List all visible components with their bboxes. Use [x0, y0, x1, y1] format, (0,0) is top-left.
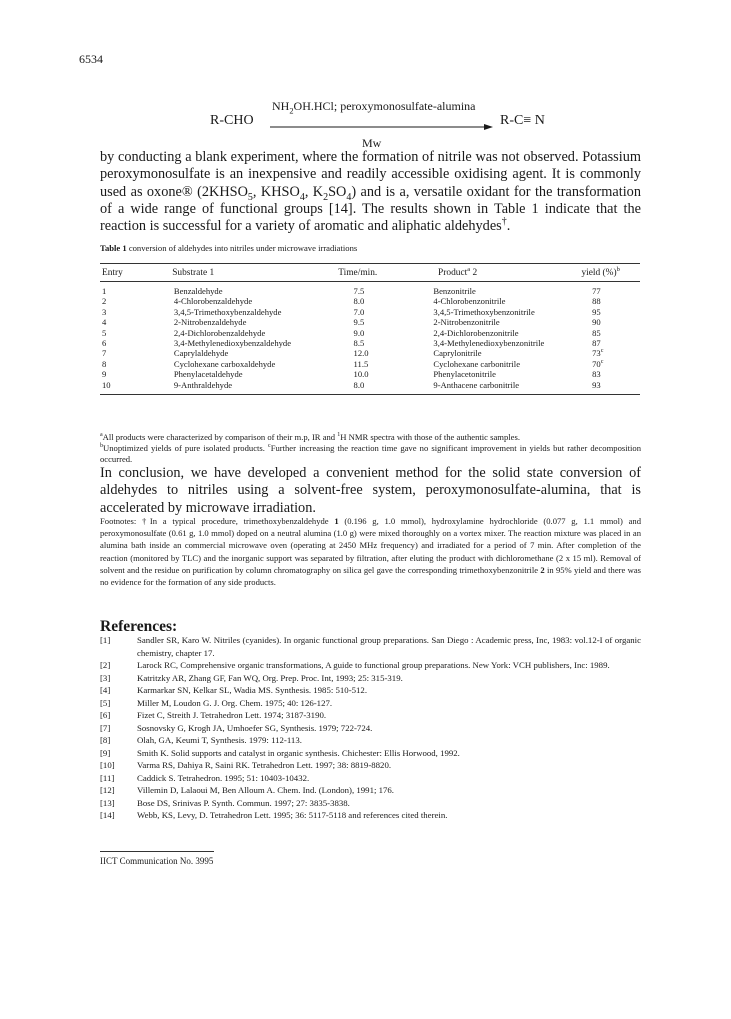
reference-number: [6] [100, 710, 111, 720]
reference-text: Villemin D, Lalaoui M, Ben Alloum A. Chem. Ind. (London), 1991; 176. [137, 785, 395, 795]
scheme-reagent: $NH_2OH.HCl$; peroxymonosulfate-alumina [272, 99, 476, 116]
cell-substrate: 3,4,5-Trimethoxybenzaldehyde [173, 306, 282, 317]
reference-item [100, 697, 641, 710]
table-row [100, 296, 640, 306]
cell-time: 10.0 [353, 369, 369, 380]
cell-yield: 83 [592, 369, 601, 380]
header-yield: yield (%)$^b$ [581, 265, 620, 278]
cell-entry: 3 [102, 306, 107, 317]
reference-text: Miller M, Loudon G. J. Org. Chem. 1975; 40: 126-127. [137, 697, 333, 708]
reference-number: [13] [100, 797, 115, 808]
references-list [100, 634, 641, 822]
cell-entry: 4 [102, 317, 107, 328]
cell-entry: 1 [102, 286, 107, 296]
cell-product: Caprylonitrile [433, 348, 482, 359]
cell-product: 4-Chlorobenzonitrile [433, 296, 506, 307]
cell-time: 9.5 [353, 317, 365, 328]
scheme-reactant: R-CHO [210, 113, 254, 128]
reference-text: Katritzky AR, Zhang GF, Fan WQ, Org. Prep. Proc. Int, 1993; 25: 315-319. [137, 672, 403, 683]
cell-time: 8.0 [353, 296, 365, 307]
reference-text: Webb, KS, Levy, D. Tetrahedron Lett. 1995; 36: 5117-5118 and references cited therein. [137, 810, 448, 820]
reference-number: [10] [100, 760, 115, 770]
cell-time: 9.0 [353, 327, 365, 338]
reference-item [100, 747, 641, 760]
cell-entry: 9 [102, 369, 107, 380]
references-heading: References: [100, 618, 178, 635]
cell-product: 2,4-Dichlorobenzonitrile [433, 327, 519, 338]
cell-time: 12.0 [353, 348, 369, 359]
reference-text: Caddick S. Tetrahedron. 1995; 51: 10403-10432. [137, 772, 310, 783]
reference-text: Olah, GA, Keumi T, Synthesis. 1979: 112-113. [137, 735, 302, 745]
cell-entry: 8 [102, 358, 107, 369]
table-row [100, 328, 640, 338]
reference-text: Varma RS, Dahiya R, Saini RK. Tetrahedron Lett. 1997; 38: 8819-8820. [137, 760, 392, 770]
reference-number: [5] [100, 697, 111, 708]
reference-item [100, 634, 641, 659]
table-caption [100, 243, 357, 253]
cell-entry: 5 [102, 327, 107, 338]
cell-product: Phenylacetonitrile [433, 369, 496, 380]
cell-time: 7.0 [353, 306, 365, 317]
cell-substrate: Benzaldehyde [173, 286, 223, 296]
reference-item [100, 722, 641, 735]
cell-substrate: Cyclohexane carboxaldehyde [173, 358, 276, 369]
cell-substrate: 2-Nitrobenzaldehyde [173, 317, 247, 328]
body-paragraph-2: In conclusion, we have developed a convenient method for the solid state conversion of aldehydes to nitriles using a solvent-free system, peroxymonosulfate-alumina, that is accelerated by microwave irradiation. [100, 465, 641, 516]
header-product: Product$^a$ 2 [438, 265, 478, 278]
reference-number: [8] [100, 735, 111, 745]
page-number: 6534 [79, 52, 103, 66]
header-entry: Entry [102, 267, 123, 278]
results-table [100, 263, 640, 395]
header-time: Time/min. [338, 267, 378, 278]
reference-text: Sosnovsky G, Krogh JA, Umhoefer SG, Synthesis. 1979; 722-724. [137, 722, 373, 733]
table-row [100, 380, 640, 390]
paragraph-1-line-5: indicate that the reaction is successful for a variety of aromatic and aliphatic aldehydes†. [100, 200, 641, 235]
reference-item [100, 784, 641, 797]
cell-yield: 73$^c$ [592, 348, 604, 359]
reference-item [100, 772, 641, 785]
table-row [100, 338, 640, 348]
reference-text: Larock RC, Comprehensive organic transformations, A guide to functional group preparations. New York: VCH publishers, Inc: 1989. [137, 660, 610, 670]
cell-yield: 90 [592, 317, 601, 328]
table-caption-label: Table 1 [100, 243, 127, 253]
table-row [100, 307, 640, 317]
cell-substrate: Phenylacetaldehyde [173, 369, 243, 380]
communication-note: IICT Communication No. 3995 [100, 856, 214, 866]
reference-item [100, 759, 641, 772]
cell-yield: 87 [592, 337, 601, 348]
cell-product: Cyclohexane carbonitrile [433, 358, 521, 369]
cell-yield: 93 [592, 379, 601, 390]
table-row [100, 359, 640, 369]
cell-substrate: 2,4-Dichlorobenzaldehyde [173, 327, 266, 338]
body-paragraph-1 [100, 149, 641, 235]
cell-yield: 88 [592, 296, 601, 307]
paragraph-1-line-1: by conducting a blank experiment, where the formation of nitrile was not observed. [100, 149, 579, 165]
reference-number: [4] [100, 685, 111, 695]
cell-time: 11.5 [353, 358, 369, 369]
cell-yield: 77 [592, 286, 601, 296]
header-substrate: Substrate 1 [172, 267, 215, 278]
table-notes: $^a$All products were characterized by comparison of their m.p, IR and $^1$H NMR spectra with those of the authentic samples. $^b$Unoptimized yields of pure isolated products. $^c$Further increasing the reaction time gave no significant improvement in yields but rather decomposition occurred. [100, 432, 641, 464]
table-row [100, 317, 640, 327]
cell-time: 7.5 [353, 286, 365, 296]
cell-yield: 95 [592, 306, 601, 317]
reference-item [100, 797, 641, 810]
reference-item [100, 734, 641, 747]
reference-item [100, 684, 641, 697]
reference-text: Bose DS, Srinivas P. Synth. Commun. 1997; 27: 3835-3838. [137, 797, 350, 808]
cell-entry: 7 [102, 348, 107, 359]
reference-number: [9] [100, 747, 111, 758]
footnote-procedure: Footnotes: †In a typical procedure, trimethoxybenzaldehyde 1 (0.196 g, 1.0 mmol), hydroxylamine hydrochloride (0.077 g, 1.1 mmol) and peroxymonosulfate (0.61 g, 1.0 mmol) doped on a neutral alumina (1.0 g) were mixed thoroughly on a vortex mixer. The reaction mixture was placed in an alumina bath inside an commercial microwave oven (operating at 2450 MHz frequency) and irradiated for a period of 7 min. After completion of the reaction (monitored by TLC) and the inorganic support was separated by filtration, after eluting the product with dichloromethane (2 x 15 ml). Removal of solvent and the residue on purification by column chromatography on silica gel gave the corresponding trimethoxybenzonitrile 2 in 95% yield and there was no evidence for the formation of any side products. [100, 516, 641, 588]
reference-text: Fizet C, Streith J. Tetrahedron Lett. 1974; 3187-3190. [137, 710, 327, 720]
cell-entry: 6 [102, 337, 107, 348]
cell-time: 8.5 [353, 337, 365, 348]
cell-substrate: 3,4-Methylenedioxybenzaldehyde [173, 337, 292, 348]
table-body [100, 282, 640, 394]
scheme-condition: Mw [362, 136, 382, 150]
cell-substrate: Caprylaldehyde [173, 348, 229, 359]
cell-product: 3,4,5-Trimethoxybenzonitrile [433, 306, 535, 317]
reference-number: [3] [100, 672, 111, 683]
reference-number: [7] [100, 722, 111, 733]
reference-text: Sandler SR, Karo W. Nitriles (cyanides). In organic functional group preparations. San Diego : Academic press, Inc, 1983: vol.12-I of organic chemistry, chapter 17. [137, 635, 641, 658]
paragraph-1-line-2: Potassium peroxymonosulfate is an inexpensive and readily accessible oxidising agent. It is [100, 149, 641, 183]
reference-item [100, 709, 641, 722]
cell-substrate: 4-Chlorobenzaldehyde [173, 296, 253, 307]
cell-entry: 2 [102, 296, 107, 307]
reference-item [100, 672, 641, 685]
reference-text: Smith K. Solid supports and catalyst in organic synthesis. Chichester: Ellis Horwood, 1992. [137, 747, 460, 758]
cell-product: 2-Nitrobenzonitrile [433, 317, 500, 328]
scheme-product: R-C≡ N [500, 113, 545, 128]
cell-product: 9-Anthacene carbonitrile [433, 379, 520, 390]
reference-number: [11] [100, 772, 115, 783]
cell-entry: 10 [102, 379, 111, 390]
table-row [100, 369, 640, 379]
reference-item [100, 659, 641, 672]
reaction-arrow-icon [270, 122, 493, 132]
reference-number: [2] [100, 660, 111, 670]
cell-substrate: 9-Anthraldehyde [173, 379, 233, 390]
reference-item [100, 809, 641, 822]
table-bottom-rule [100, 394, 640, 395]
table-header-row [100, 264, 640, 281]
cell-time: 8.0 [353, 379, 365, 390]
reference-number: [12] [100, 785, 115, 795]
reference-text: Karmarkar SN, Kelkar SL, Wadia MS. Synthesis. 1985: 510-512. [137, 685, 368, 695]
paragraph-1-line-3: commonly used as oxone® ($2KHSO_5$, $KHSO_4$, $K_2SO_4$) and is a, versatile oxidant for the [100, 166, 642, 203]
table-row [100, 348, 640, 358]
reference-number: [1] [100, 635, 111, 645]
cell-product: 3,4-Methylenedioxybenzonitrile [433, 337, 545, 348]
cell-yield: 70$^c$ [592, 358, 604, 369]
cell-yield: 85 [592, 327, 601, 338]
reference-number: [14] [100, 810, 115, 820]
paragraph-1-line-4: transformation of a wide range of functional groups [14]. The results shown in Table 1 [100, 183, 641, 217]
cell-product: Benzonitrile [433, 286, 476, 296]
footer-rule [100, 851, 214, 852]
table-row [100, 286, 640, 296]
table-caption-text: conversion of aldehydes into nitriles under microwave irradiations [126, 243, 358, 253]
